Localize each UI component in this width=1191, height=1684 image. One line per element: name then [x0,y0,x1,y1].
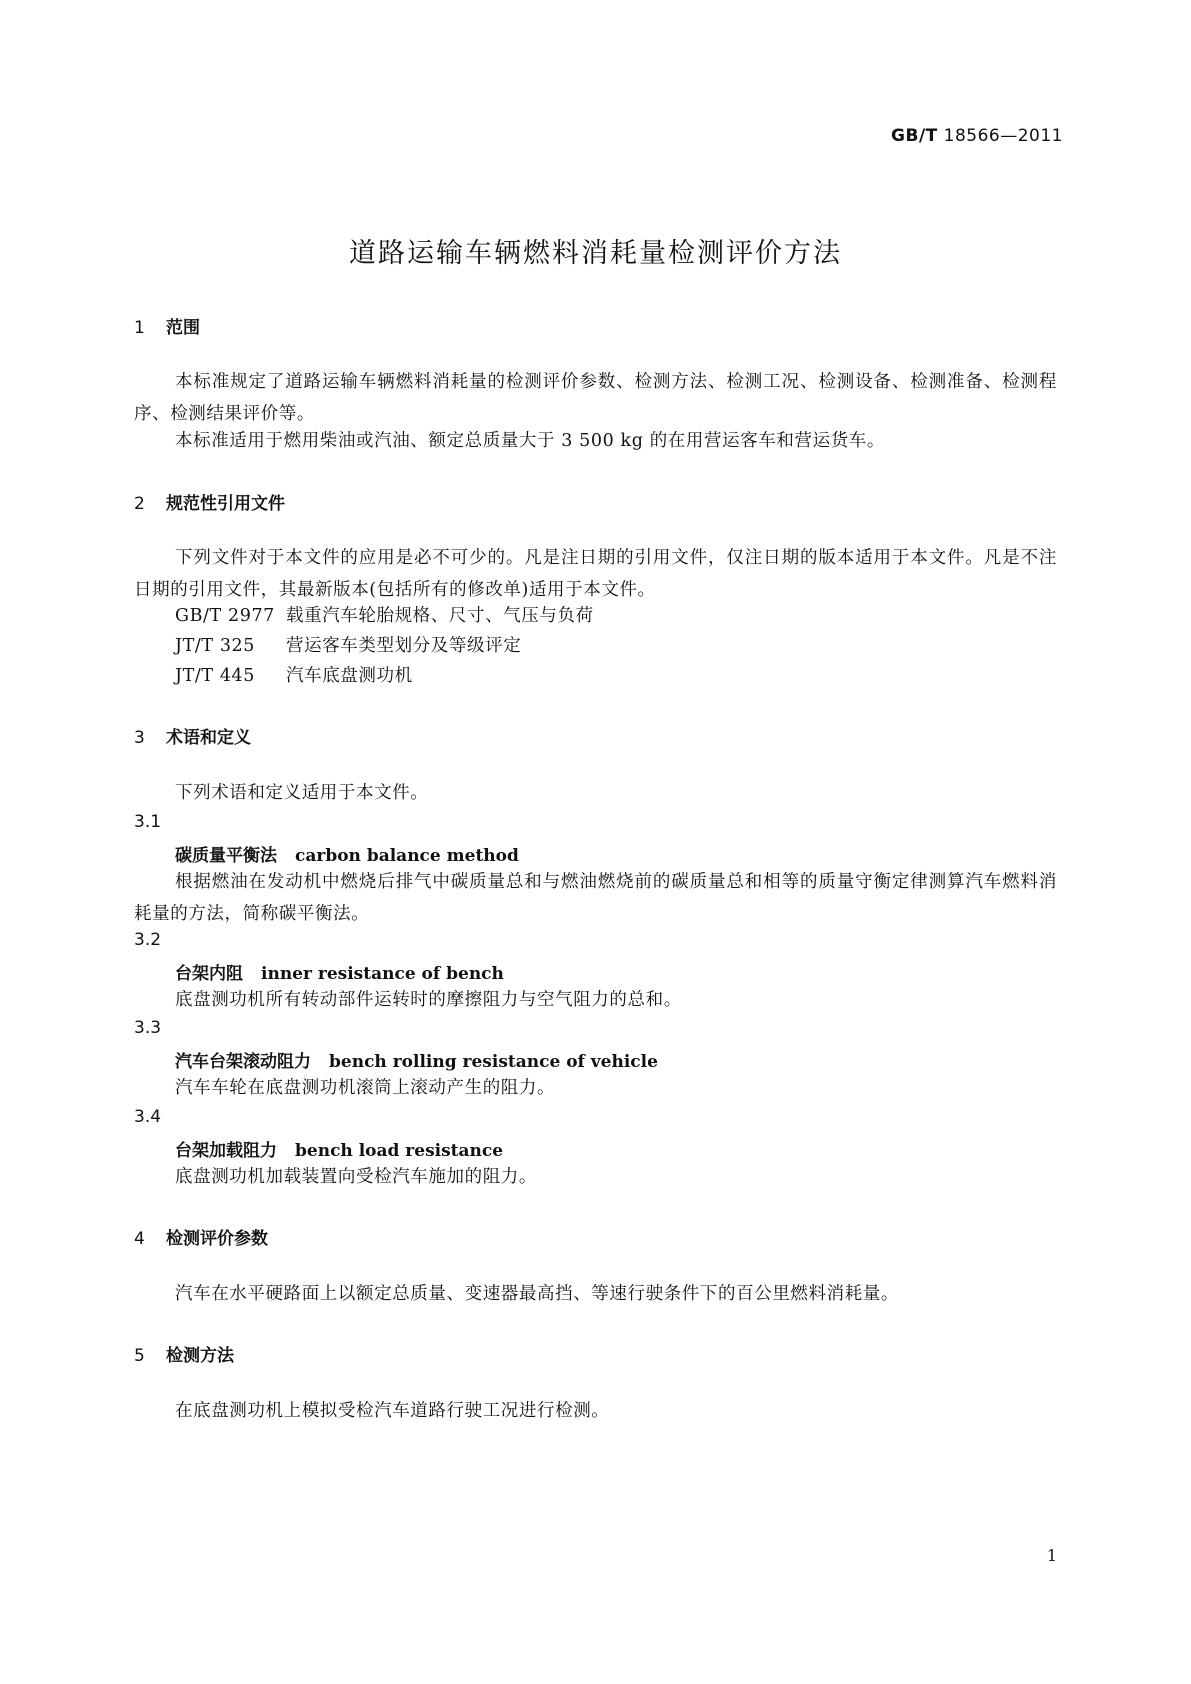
term-heading [175,959,504,984]
term-en: bench rolling resistance of vehicle [329,1052,658,1072]
standard-code: 18566—2011 [943,126,1063,146]
standard-prefix: GB/T [891,126,938,146]
section-number: 3 [134,728,145,748]
clause-number: 3.3 [134,1018,162,1038]
reference-title: 营运客车类型划分及等级评定 [286,636,522,656]
reference-title: 汽车底盘测功机 [286,666,413,686]
term-heading [175,1136,503,1161]
section-title: 范围 [166,318,200,338]
term-zh: 碳质量平衡法 [175,846,277,866]
term-heading [175,841,519,866]
term-zh: 台架内阻 [175,964,243,984]
paragraph: 汽车在水平硬路面上以额定总质量、变速器最高挡、等速行驶条件下的百公里燃料消耗量。 [175,1284,899,1304]
section-title: 检测评价参数 [166,1229,268,1249]
section-title: 规范性引用文件 [166,494,285,514]
section-title: 检测方法 [166,1346,234,1366]
term-zh: 汽车台架滚动阻力 [175,1052,311,1072]
paragraph: 下列术语和定义适用于本文件。 [175,783,429,803]
reference-title: 载重汽车轮胎规格、尺寸、气压与负荷 [286,606,594,626]
section-heading-2 [134,489,285,514]
reference-code: JT/T 325 [175,636,256,656]
term-definition: 汽车车轮在底盘测功机滚筒上滚动产生的阻力。 [175,1078,556,1098]
paragraph: 本标准规定了道路运输车辆燃料消耗量的检测评价参数、检测方法、检测工况、检测设备、检测准备、检测程序、检测结果评价等。 [134,372,1057,424]
section-heading-5 [134,1341,234,1366]
section-heading-4 [134,1224,268,1249]
reference-code: GB/T 2977 [175,606,275,626]
section-number: 1 [134,318,145,338]
page-number: 1 [1046,1546,1057,1565]
term-definition: 底盘测功机加载装置向受检汽车施加的阻力。 [175,1167,537,1187]
section-heading-1 [134,313,200,338]
term-en: carbon balance method [295,846,519,866]
reference-code: JT/T 445 [175,666,256,686]
clause-number: 3.4 [134,1107,162,1127]
reference-item [175,662,413,687]
section-number: 5 [134,1346,145,1366]
paragraph: 下列文件对于本文件的应用是必不可少的。凡是注日期的引用文件，仅注日期的版本适用于本文件。凡是不注日期的引用文件，其最新版本(包括所有的修改单)适用于本文件。 [134,548,1057,600]
section-number: 2 [134,494,145,514]
reference-item [175,632,521,657]
term-zh: 台架加载阻力 [175,1141,277,1161]
term-definition: 底盘测功机所有转动部件运转时的摩擦阻力与空气阻力的总和。 [175,990,682,1010]
paragraph: 在底盘测功机上模拟受检汽车道路行驶工况进行检测。 [175,1401,610,1421]
section-heading-3 [134,723,251,748]
clause-number: 3.1 [134,812,162,832]
term-en: bench load resistance [295,1141,504,1161]
clause-number: 3.2 [134,930,162,950]
paragraph: 本标准适用于燃用柴油或汽油、额定总质量大于 3 500 kg 的在用营运客车和营运货车。 [175,431,885,451]
reference-item [175,602,594,627]
term-heading [175,1047,658,1072]
document-title: 道路运输车辆燃料消耗量检测评价方法 [349,238,842,269]
standard-number [891,126,1063,146]
section-number: 4 [134,1229,145,1249]
section-title: 术语和定义 [166,728,251,748]
term-definition: 根据燃油在发动机中燃烧后排气中碳质量总和与燃油燃烧前的碳质量总和相等的质量守衡定律测算汽车燃料消耗量的方法，简称碳平衡法。 [134,872,1057,924]
term-en: inner resistance of bench [261,964,504,984]
